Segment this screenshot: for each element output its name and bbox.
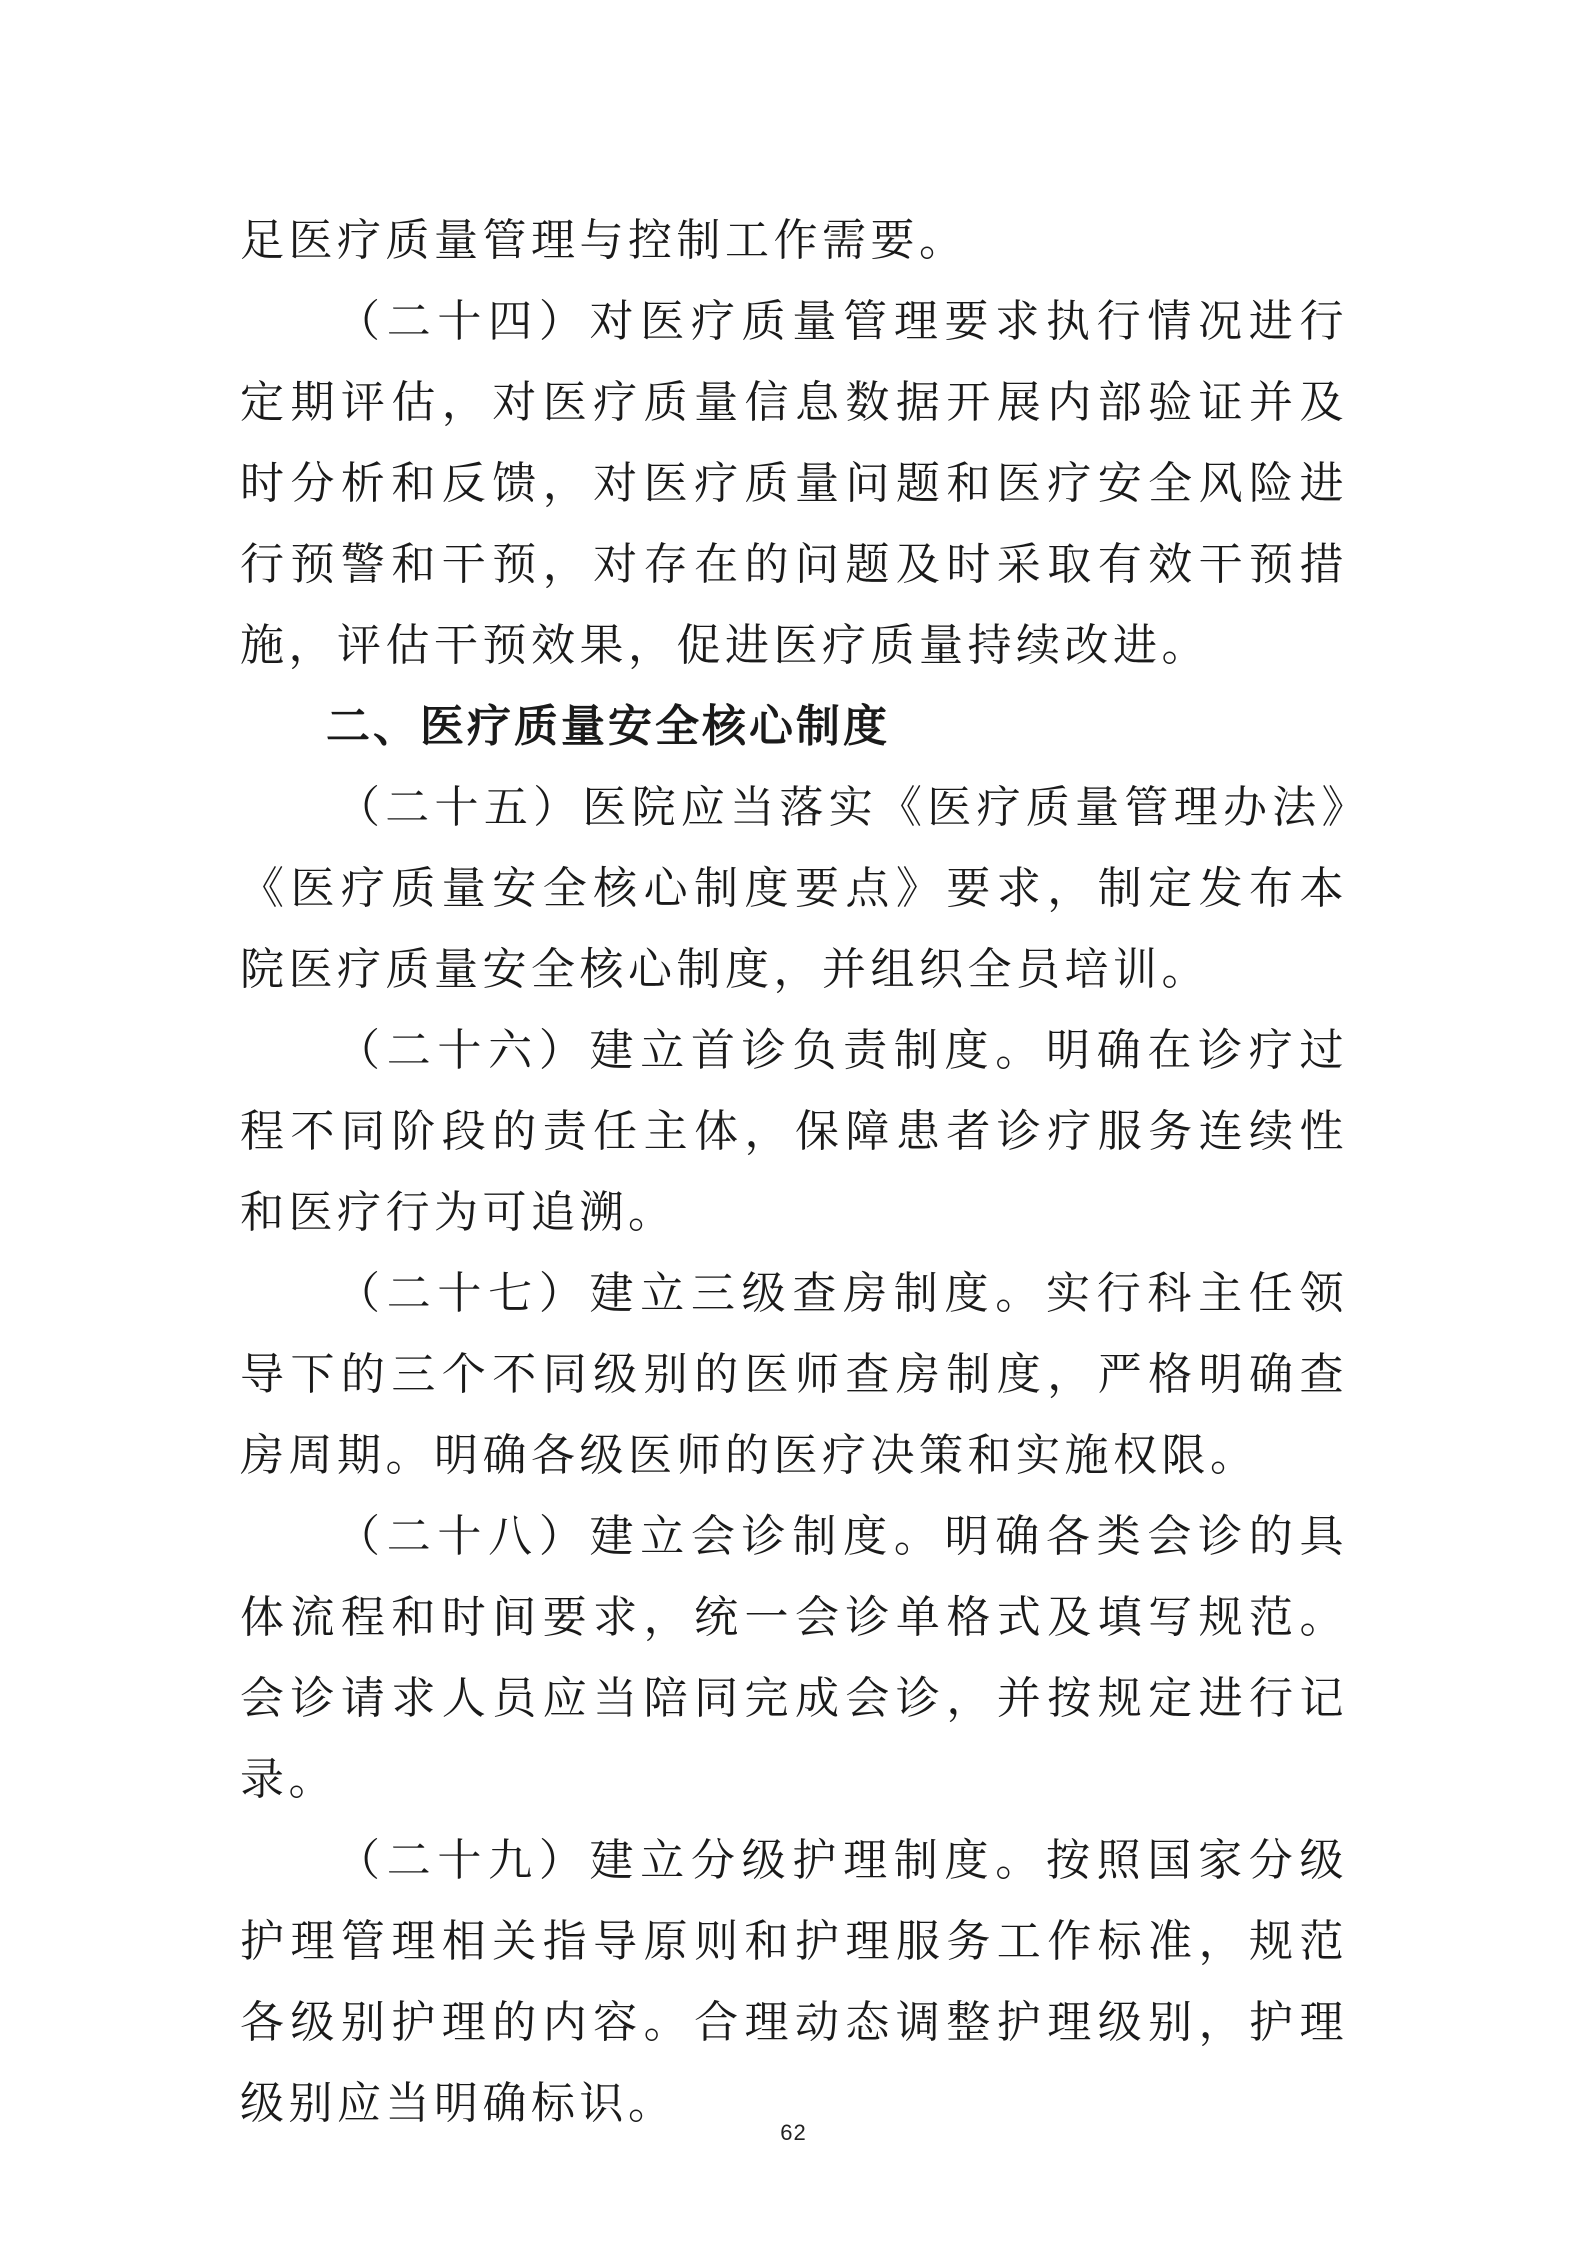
paragraph-item-24: （二十四）对医疗质量管理要求执行情况进行定期评估，对医疗质量信息数据开展内部验证并及时分析和反馈，对医疗质量问题和医疗安全风险进行预警和干预，对存在的问题及时采取有效干预措施，评估干预效果，促进医疗质量持续改进。 [240, 296, 1348, 671]
paragraph-item-29: （二十九）建立分级护理制度。按照国家分级护理管理相关指导原则和护理服务工作标准，规范各级别护理的内容。合理动态调整护理级别，护理级别应当明确标识。 [240, 1835, 1348, 2129]
paragraph-item-25: （二十五）医院应当落实《医疗质量管理办法》《医疗质量安全核心制度要点》要求，制定发布本院医疗质量安全核心制度，并组织全员培训。 [240, 782, 1348, 995]
paragraph-item-27: （二十七）建立三级查房制度。实行科主任领导下的三个不同级别的医师查房制度，严格明确查房周期。明确各级医师的医疗决策和实施权限。 [240, 1268, 1348, 1481]
paragraph-continuation: 足医疗质量管理与控制工作需要。 [240, 215, 968, 266]
section-heading-core-systems: 二、医疗质量安全核心制度 [326, 701, 890, 752]
paragraph-item-28: （二十八）建立会诊制度。明确各类会诊的具体流程和时间要求，统一会诊单格式及填写规范。会诊请求人员应当陪同完成会诊，并按规定进行记录。 [240, 1511, 1348, 1805]
document-page [240, 200, 1348, 2144]
paragraph-item-26: （二十六）建立首诊负责制度。明确在诊疗过程不同阶段的责任主体，保障患者诊疗服务连续性和医疗行为可追溯。 [240, 1025, 1348, 1238]
page-number: 62 [780, 2120, 807, 2145]
